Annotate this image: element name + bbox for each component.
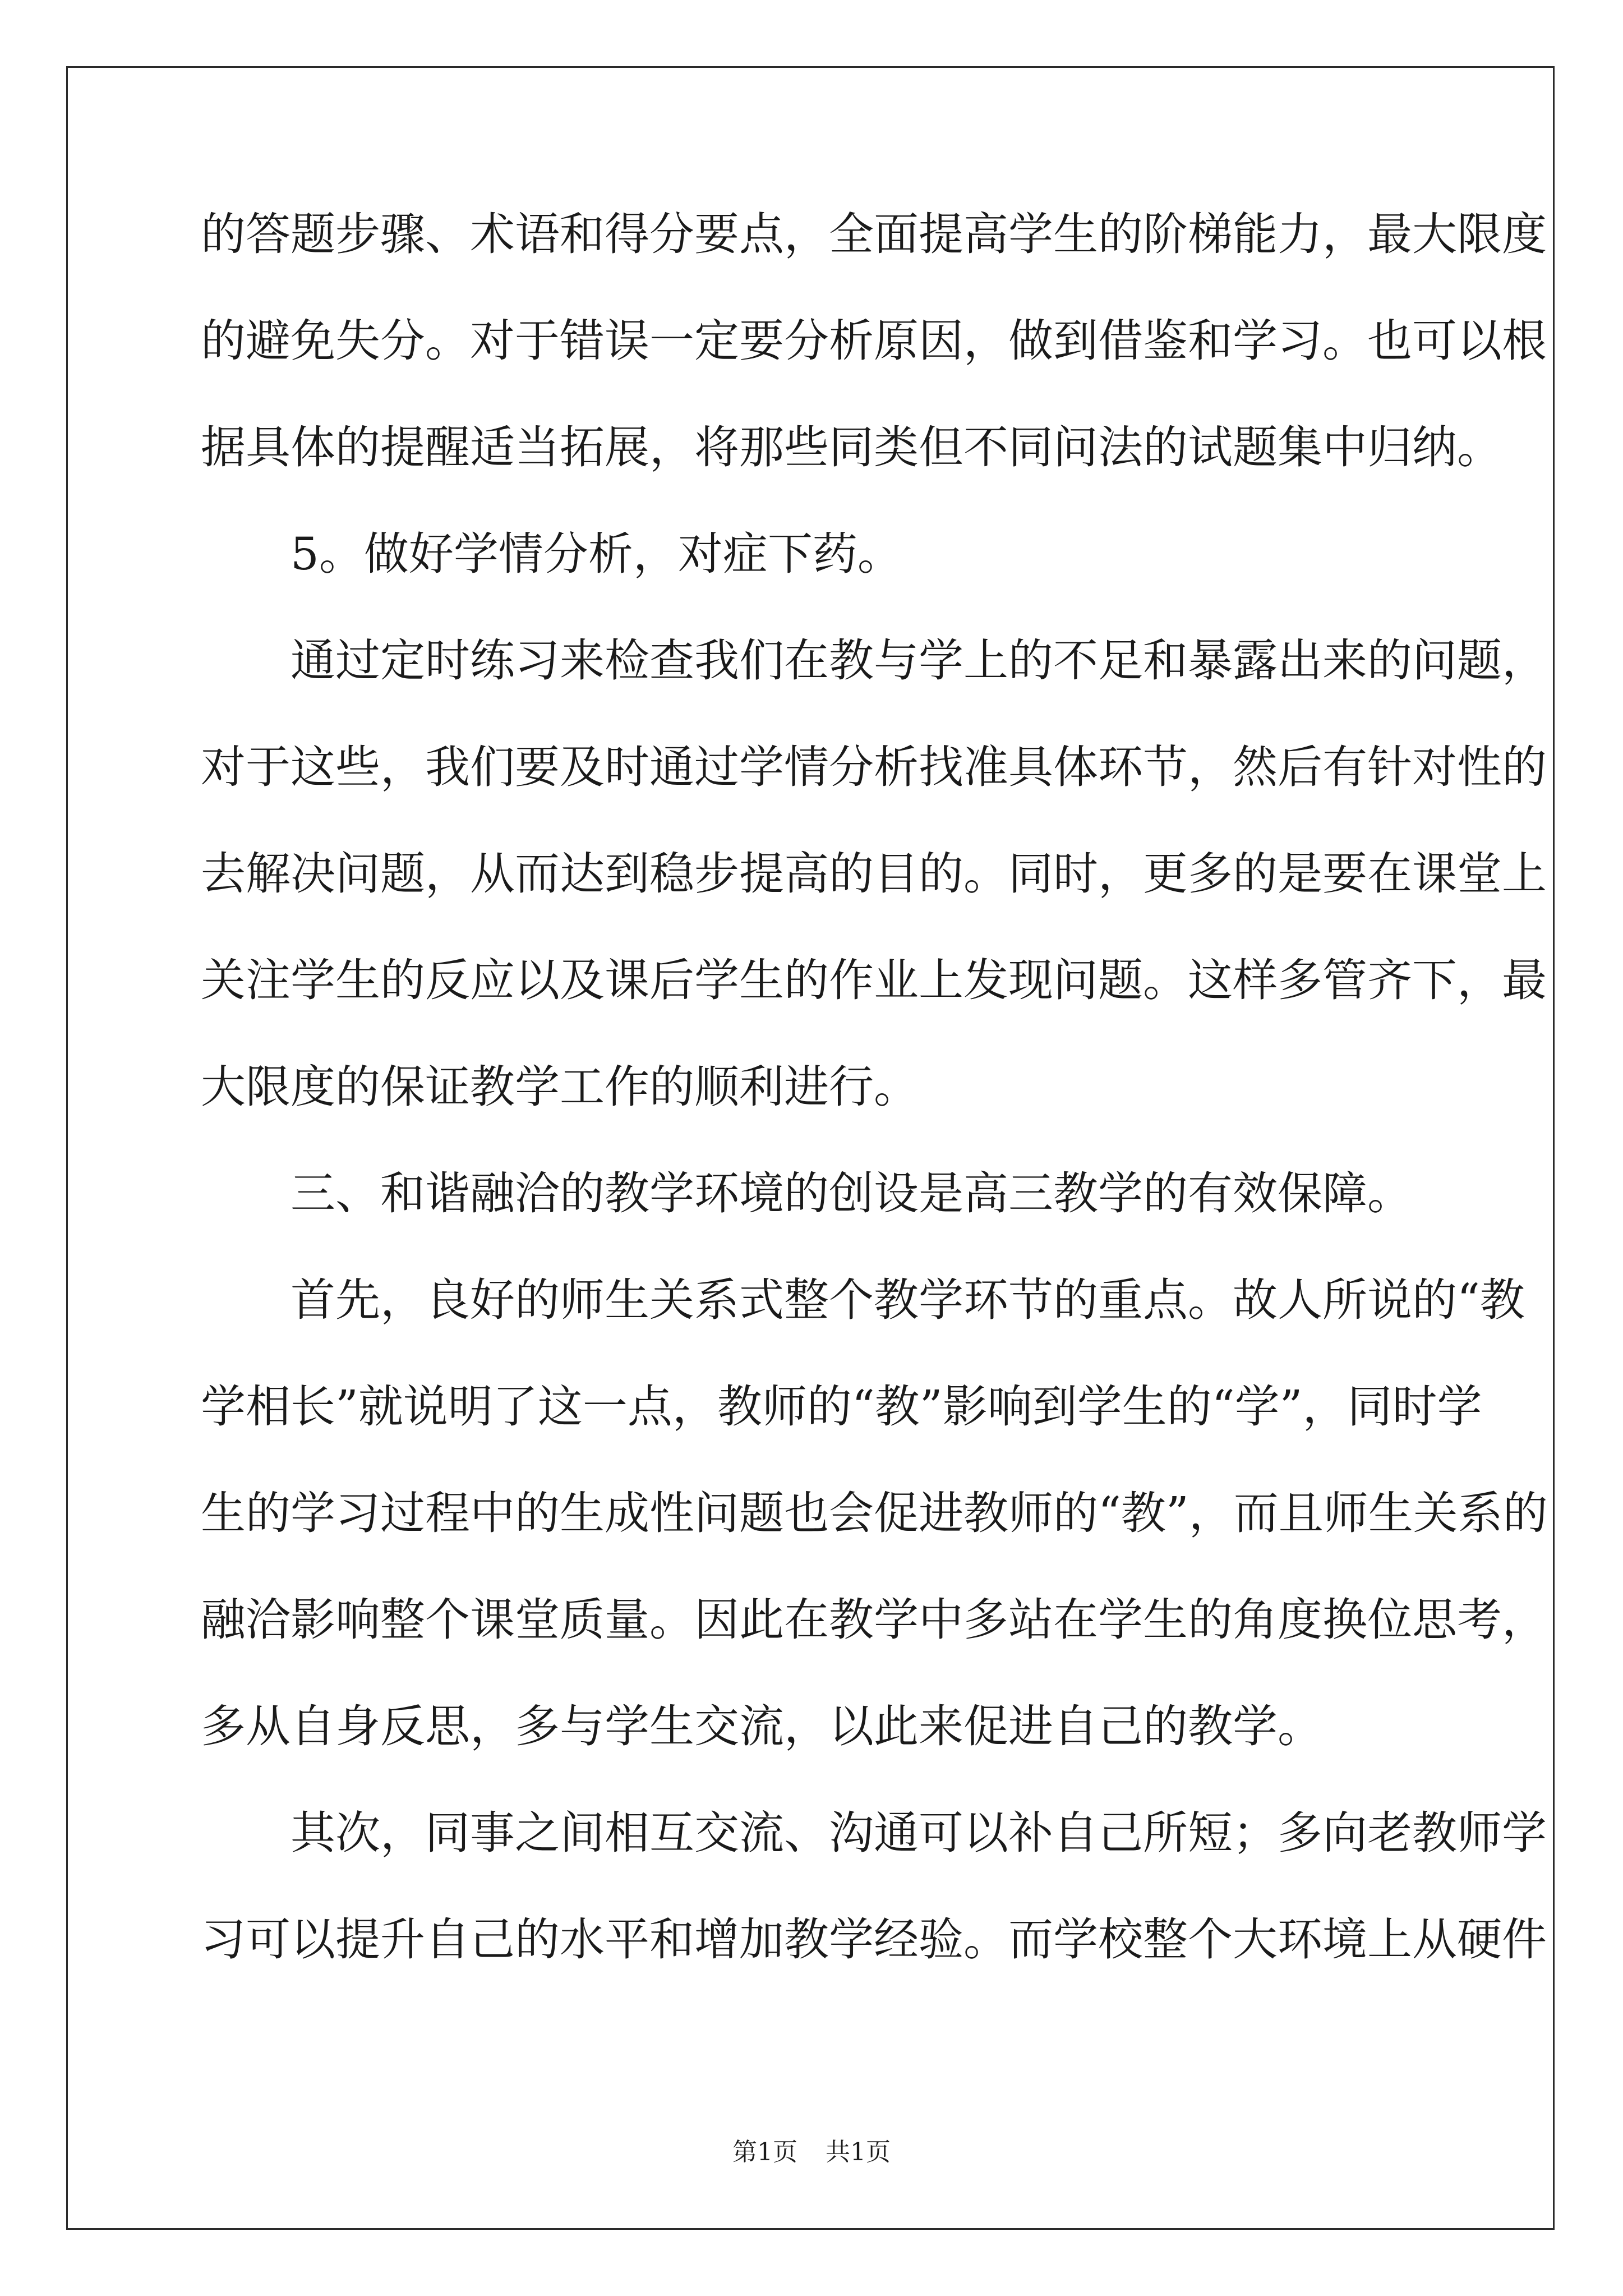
text-line bbox=[201, 528, 1422, 638]
text-line-content: 多从自身反思，多与学生交流，以此来促进自己的教学。 bbox=[201, 1700, 1322, 1752]
page-number: 第1页 bbox=[732, 2138, 797, 2166]
text-line-content: 据具体的提醒适当拓展，将那些同类但不同问法的试题集中归纳。 bbox=[201, 421, 1502, 473]
text-line-content: 生的学习过程中的生成性问题也会促进教师的“教”，而且师生关系的 bbox=[201, 1487, 1548, 1539]
text-line-content: 首先，良好的师生关系式整个教学环节的重点。故人所说的“教 bbox=[291, 1274, 1525, 1326]
text-line-content: 去解决问题，从而达到稳步提高的目的。同时，更多的是要在课堂上 bbox=[201, 848, 1547, 900]
text-line-content: 的答题步骤、术语和得分要点，全面提高学生的阶梯能力，最大限度 bbox=[201, 208, 1547, 260]
text-line-content: 三、和谐融洽的教学环境的创设是高三教学的有效保障。 bbox=[291, 1167, 1412, 1220]
text-line bbox=[201, 421, 1502, 532]
text-line bbox=[201, 1061, 1422, 1171]
text-line-content: 其次，同事之间相互交流、沟通可以补自己所短；多向老教师学 bbox=[291, 1807, 1547, 1859]
text-line-content: 通过定时练习来检查我们在教与学上的不足和暴露出来的问题， bbox=[291, 634, 1547, 687]
text-line bbox=[201, 1381, 1482, 1491]
text-line bbox=[201, 208, 1547, 319]
text-line-content: 的避免失分。对于错误一定要分析原因，做到借鉴和学习。也可以根 bbox=[201, 315, 1547, 367]
text-line bbox=[201, 954, 1547, 1065]
text-line bbox=[201, 848, 1547, 958]
text-line bbox=[201, 1807, 1547, 1917]
text-line-content: 大限度的保证教学工作的顺利进行。 bbox=[201, 1061, 919, 1113]
text-line bbox=[201, 1167, 1422, 1278]
text-line bbox=[201, 741, 1547, 852]
text-line-content: 关注学生的反应以及课后学生的作业上发现问题。这样多管齐下，最 bbox=[201, 954, 1547, 1006]
text-line bbox=[201, 1594, 1547, 1704]
document-body bbox=[201, 208, 1548, 2024]
text-line bbox=[201, 1274, 1525, 1384]
text-line bbox=[201, 1487, 1548, 1598]
page-footer bbox=[0, 2132, 1623, 2168]
text-line-content: 5。做好学情分析，对症下药。 bbox=[291, 528, 902, 580]
text-line bbox=[201, 634, 1547, 745]
text-line-content: 对于这些，我们要及时通过学情分析找准具体环节，然后有针对性的 bbox=[201, 741, 1547, 793]
text-line-content: 融洽影响整个课堂质量。因此在教学中多站在学生的角度换位思考， bbox=[201, 1594, 1547, 1646]
text-line bbox=[201, 1913, 1547, 2024]
text-line bbox=[201, 1700, 1422, 1811]
text-line bbox=[201, 315, 1547, 425]
text-line-content: 习可以提升自己的水平和增加教学经验。而学校整个大环境上从硬件 bbox=[201, 1913, 1547, 1966]
page-total: 共1页 bbox=[826, 2138, 891, 2166]
text-line-content: 学相长”就说明了这一点，教师的“教”影响到学生的“学”，同时学 bbox=[201, 1381, 1482, 1433]
